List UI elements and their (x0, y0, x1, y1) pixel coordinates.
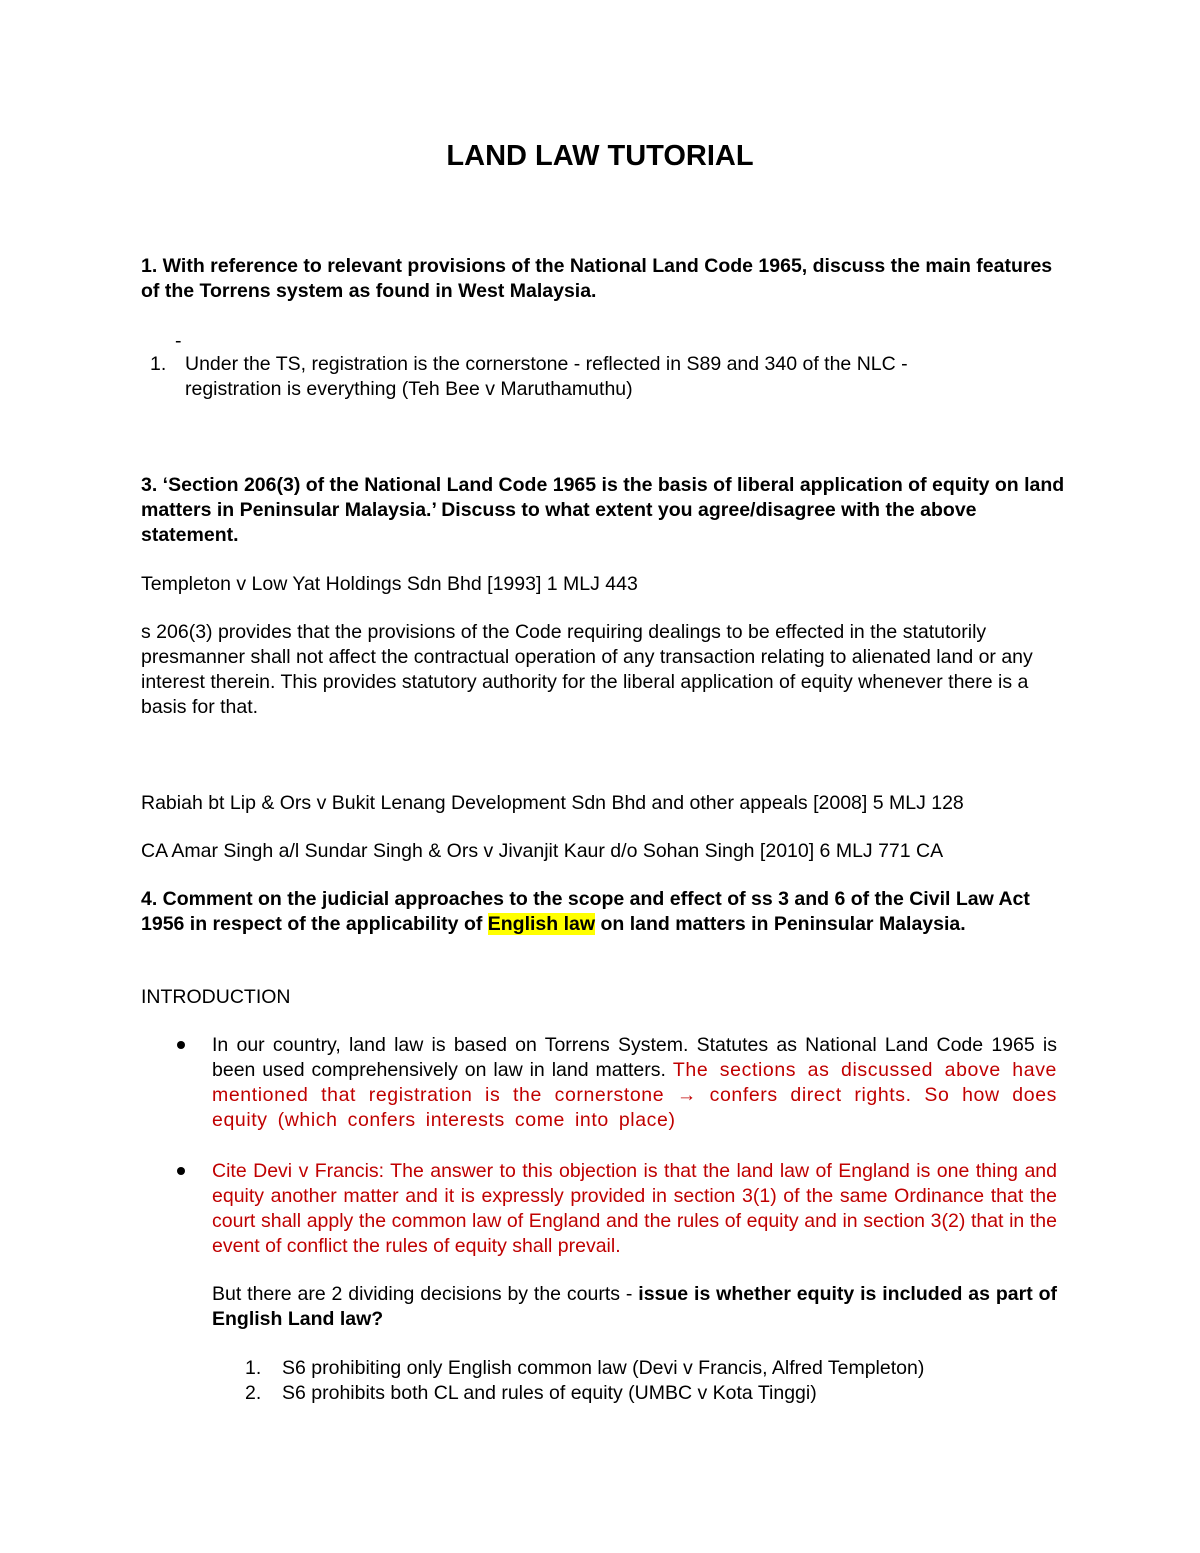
list-item-number: 2. (245, 1382, 262, 1404)
section-heading: INTRODUCTION (141, 986, 291, 1008)
list-item: S6 prohibits both CL and rules of equity (UMBC v Kota Tinggi) (282, 1382, 817, 1404)
question-4-text: on land matters in Peninsular Malaysia. (595, 913, 966, 935)
paragraph-bold: issue is whether equity is included as part of English Land law? (212, 1283, 1058, 1330)
highlighted-term: English law (487, 913, 596, 935)
page-title: LAND LAW TUTORIAL (446, 140, 754, 172)
paragraph (212, 1282, 1057, 1332)
paragraph-text: But there are 2 dividing decisions by the courts - (212, 1283, 639, 1305)
bullet-icon (177, 1041, 185, 1049)
question-1: 1. With reference to relevant provisions of the National Land Code 1965, discuss the main features of the Torrens system as found in West Malaysia. (141, 255, 1053, 302)
bullet-item (212, 1033, 1057, 1133)
paragraph: s 206(3) provides that the provisions of the Code requiring dealings to be effected in the statutorily presmanner shall not affect the contractual operation of any transaction relating to alienated land or any interest therein. This provides statutory authority for the liberal application of equity whenever there is a basis for that. (141, 621, 1033, 718)
list-item-line: registration is everything (Teh Bee v Maruthamuthu) (185, 378, 633, 400)
bullet-text-red: The sections as discussed above have mentioned that registration is the cornerstone → confers direct rights. So how does equity (which confers interests come into place) (212, 1059, 1057, 1131)
bullet-item: Cite Devi v Francis: The answer to this objection is that the land law of England is one thing and equity another matter and it is expressly provided in section 3(1) of the same Ordinance that the court shall apply the common law of England and the rules of equity and in section 3(2) that in the event of conflict the rules of equity shall prevail. (212, 1160, 1057, 1257)
question-4-text: 4. Comment on the judicial approaches to the scope and effect of ss 3 and 6 of the Civil Law Act 1956 in respect of the applicability of (141, 888, 1030, 935)
list-item-number: 1. (245, 1357, 262, 1379)
list-item: S6 prohibiting only English common law (Devi v Francis, Alfred Templeton) (282, 1357, 925, 1379)
bullet-text: In our country, land law is based on Torrens System. Statutes as National Land Code 1965 is been used comprehensively on law in land matters. (212, 1034, 1057, 1081)
question-3: 3. ‘Section 206(3) of the National Land Code 1965 is the basis of liberal application of equity on land matters in Peninsular Malaysia.’ Discuss to what extent you agree/disagree with the above statement. (141, 474, 1065, 546)
case-citation: Templeton v Low Yat Holdings Sdn Bhd [1993] 1 MLJ 443 (141, 573, 638, 595)
list-item-number: 1. (150, 353, 167, 375)
question-4 (141, 887, 1071, 937)
bullet-icon (177, 1167, 185, 1175)
dash-marker: - (175, 330, 182, 352)
list-item-line: Under the TS, registration is the cornerstone - reflected in S89 and 340 of the NLC - (185, 353, 908, 375)
case-citation: Rabiah bt Lip & Ors v Bukit Lenang Development Sdn Bhd and other appeals [2008] 5 MLJ 128 (141, 792, 964, 814)
case-citation: CA Amar Singh a/l Sundar Singh & Ors v Jivanjit Kaur d/o Sohan Singh [2010] 6 MLJ 771 CA (141, 840, 944, 862)
